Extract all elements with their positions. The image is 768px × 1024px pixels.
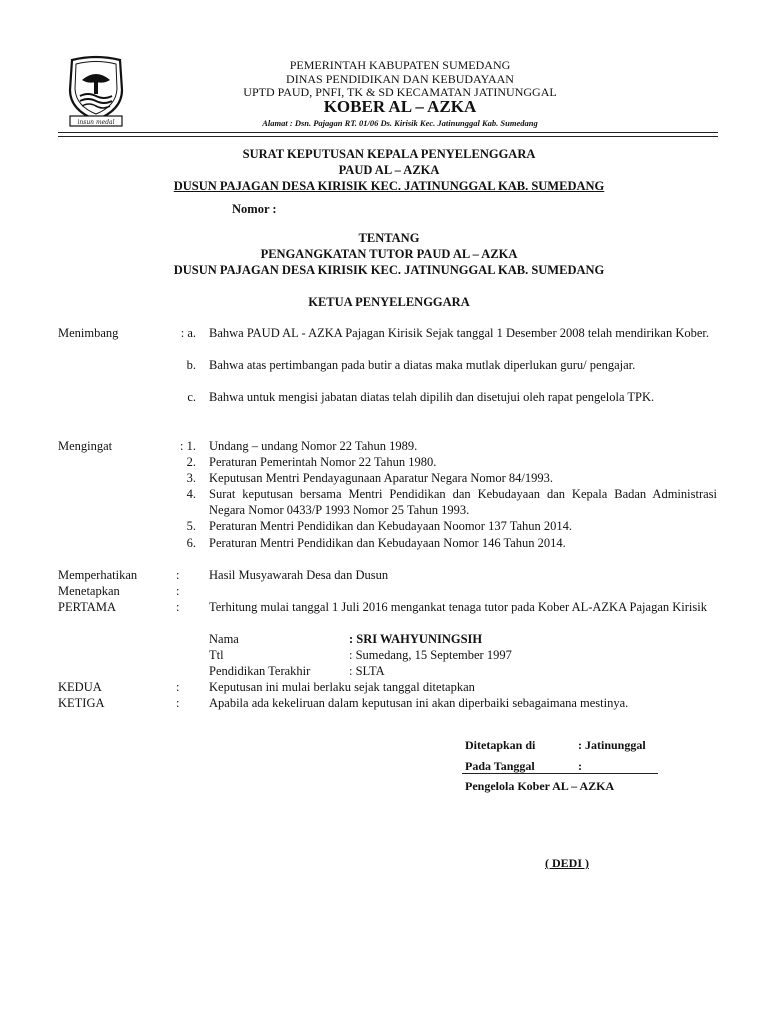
menetapkan-colon: :	[176, 584, 180, 598]
kop-line-2: DINAS PENDIDIKAN DAN KEBUDAYAAN	[286, 72, 514, 86]
field-ttl-label: Ttl	[209, 648, 224, 662]
pertama-colon: :	[176, 600, 180, 614]
tanggal-underline	[462, 773, 658, 774]
logo-motto: insun medal	[77, 119, 115, 126]
kop-address: Alamat : Dsn. Pajagan RT. 01/06 Ds. Kirisik Kec. Jatinunggal Kab. Sumedang	[262, 118, 538, 128]
menimbang-item-c: Bahwa untuk mengisi jabatan diatas telah dipilih dan disetujui oleh rapat pengelola TPK.	[209, 390, 655, 404]
kop-line-1: PEMERINTAH KABUPATEN SUMEDANG	[289, 58, 511, 72]
kedua-text: Keputusan ini mulai berlaku sejak tanggal ditetapkan	[209, 680, 475, 694]
tanggal-label: Pada Tanggal	[465, 759, 535, 773]
heading-line-1: SURAT KEPUTUSAN KEPALA PENYELENGGARA	[242, 147, 536, 161]
menimbang-label: Menimbang	[58, 326, 119, 340]
ketua-label: KETUA PENYELENGGARA	[308, 295, 470, 309]
tentang-line-1: PENGANGKATAN TUTOR PAUD AL – AZKA	[260, 247, 518, 261]
mengingat-item-1: Undang – undang Nomor 22 Tahun 1989.	[209, 439, 418, 453]
menimbang-mark-c: c.	[187, 390, 196, 404]
kop-line-3: UPTD PAUD, PNFI, TK & SD KECAMATAN JATINUNGGAL	[243, 85, 557, 99]
ditetapkan-label: Ditetapkan di	[465, 738, 536, 752]
menimbang-item-a: Bahwa PAUD AL - AZKA Pajagan Kirisik Sejak tanggal 1 Desember 2008 telah mendirikan Kober.	[209, 326, 710, 340]
field-nama-value: : SRI WAHYUNINGSIH	[349, 632, 483, 646]
letterhead-rule-thick	[58, 132, 718, 133]
ketiga-text: Apabila ada kekeliruan dalam keputusan ini akan diperbaiki sebagaimana mestinya.	[209, 696, 629, 710]
kedua-label: KEDUA	[58, 680, 102, 694]
heading-line-2: PAUD AL – AZKA	[338, 163, 440, 177]
field-pendidikan-value: : SLTA	[349, 664, 385, 678]
mengingat-item-3: Keputusan Mentri Pendayagunaan Aparatur Negara Nomor 84/1993.	[209, 471, 554, 485]
pertama-text: Terhitung mulai tanggal 1 Juli 2016 mengankat tenaga tutor pada Kober AL-AZKA Pajagan Kirisik	[209, 600, 707, 614]
mengingat-item-5: Peraturan Mentri Pendidikan dan Kebudayaan Noomor 137 Tahun 2014.	[209, 519, 573, 533]
field-nama-label: Nama	[209, 632, 239, 646]
menimbang-mark-b: b.	[186, 358, 196, 372]
kop-title: KOBER AL – AZKA	[323, 97, 477, 116]
tentang-line-2: DUSUN PAJAGAN DESA KIRISIK KEC. JATINUNGGAL KAB. SUMEDANG	[173, 263, 605, 277]
tentang-label: TENTANG	[358, 231, 420, 245]
mengingat-item-6: Peraturan Mentri Pendidikan dan Kebudayaan Nomor 146 Tahun 2014.	[209, 536, 566, 550]
memperhatikan-text: Hasil Musyawarah Desa dan Dusun	[209, 568, 389, 582]
letterhead-rule-thin	[58, 136, 718, 137]
mengingat-item-2: Peraturan Pemerintah Nomor 22 Tahun 1980.	[209, 455, 437, 469]
mengingat-mark-2: 2.	[186, 455, 196, 469]
field-ttl-value: : Sumedang, 15 September 1997	[349, 648, 512, 662]
field-pendidikan-label: Pendidikan Terakhir	[209, 664, 311, 678]
mengingat-item-4: Surat keputusan bersama Mentri Pendidikan dan Kebudayaan dan Kepala Badan Administrasi Negara Nomor 0433/P 1993 Nomor 25 Tahun 1993.	[209, 487, 717, 517]
menimbang-mark-a: : a.	[180, 326, 196, 340]
nomor-label: Nomor :	[232, 202, 277, 216]
pengelola-label: Pengelola Kober AL – AZKA	[465, 779, 615, 793]
mengingat-mark-5: 5.	[186, 519, 196, 533]
mengingat-label: Mengingat	[58, 439, 113, 453]
pertama-label: PERTAMA	[58, 600, 116, 614]
ketiga-label: KETIGA	[58, 696, 105, 710]
ditetapkan-value: : Jatinunggal	[578, 738, 646, 752]
menimbang-item-b: Bahwa atas pertimbangan pada butir a diatas maka mutlak diperlukan guru/ pengajar.	[209, 358, 636, 372]
mengingat-mark-1: : 1.	[180, 439, 196, 453]
mengingat-mark-3: 3.	[186, 471, 196, 485]
memperhatikan-colon: :	[176, 568, 180, 582]
menetapkan-label: Menetapkan	[58, 584, 120, 598]
memperhatikan-label: Memperhatikan	[58, 568, 138, 582]
sumedang-regency-logo	[64, 54, 128, 128]
ketiga-colon: :	[176, 696, 180, 710]
mengingat-mark-6: 6.	[186, 536, 196, 550]
mengingat-mark-4: 4.	[186, 487, 196, 501]
kedua-colon: :	[176, 680, 180, 694]
heading-line-3: DUSUN PAJAGAN DESA KIRISIK KEC. JATINUNGGAL KAB. SUMEDANG	[173, 179, 605, 193]
signatory-name: ( DEDI )	[545, 856, 589, 870]
tanggal-value: :	[578, 759, 582, 773]
